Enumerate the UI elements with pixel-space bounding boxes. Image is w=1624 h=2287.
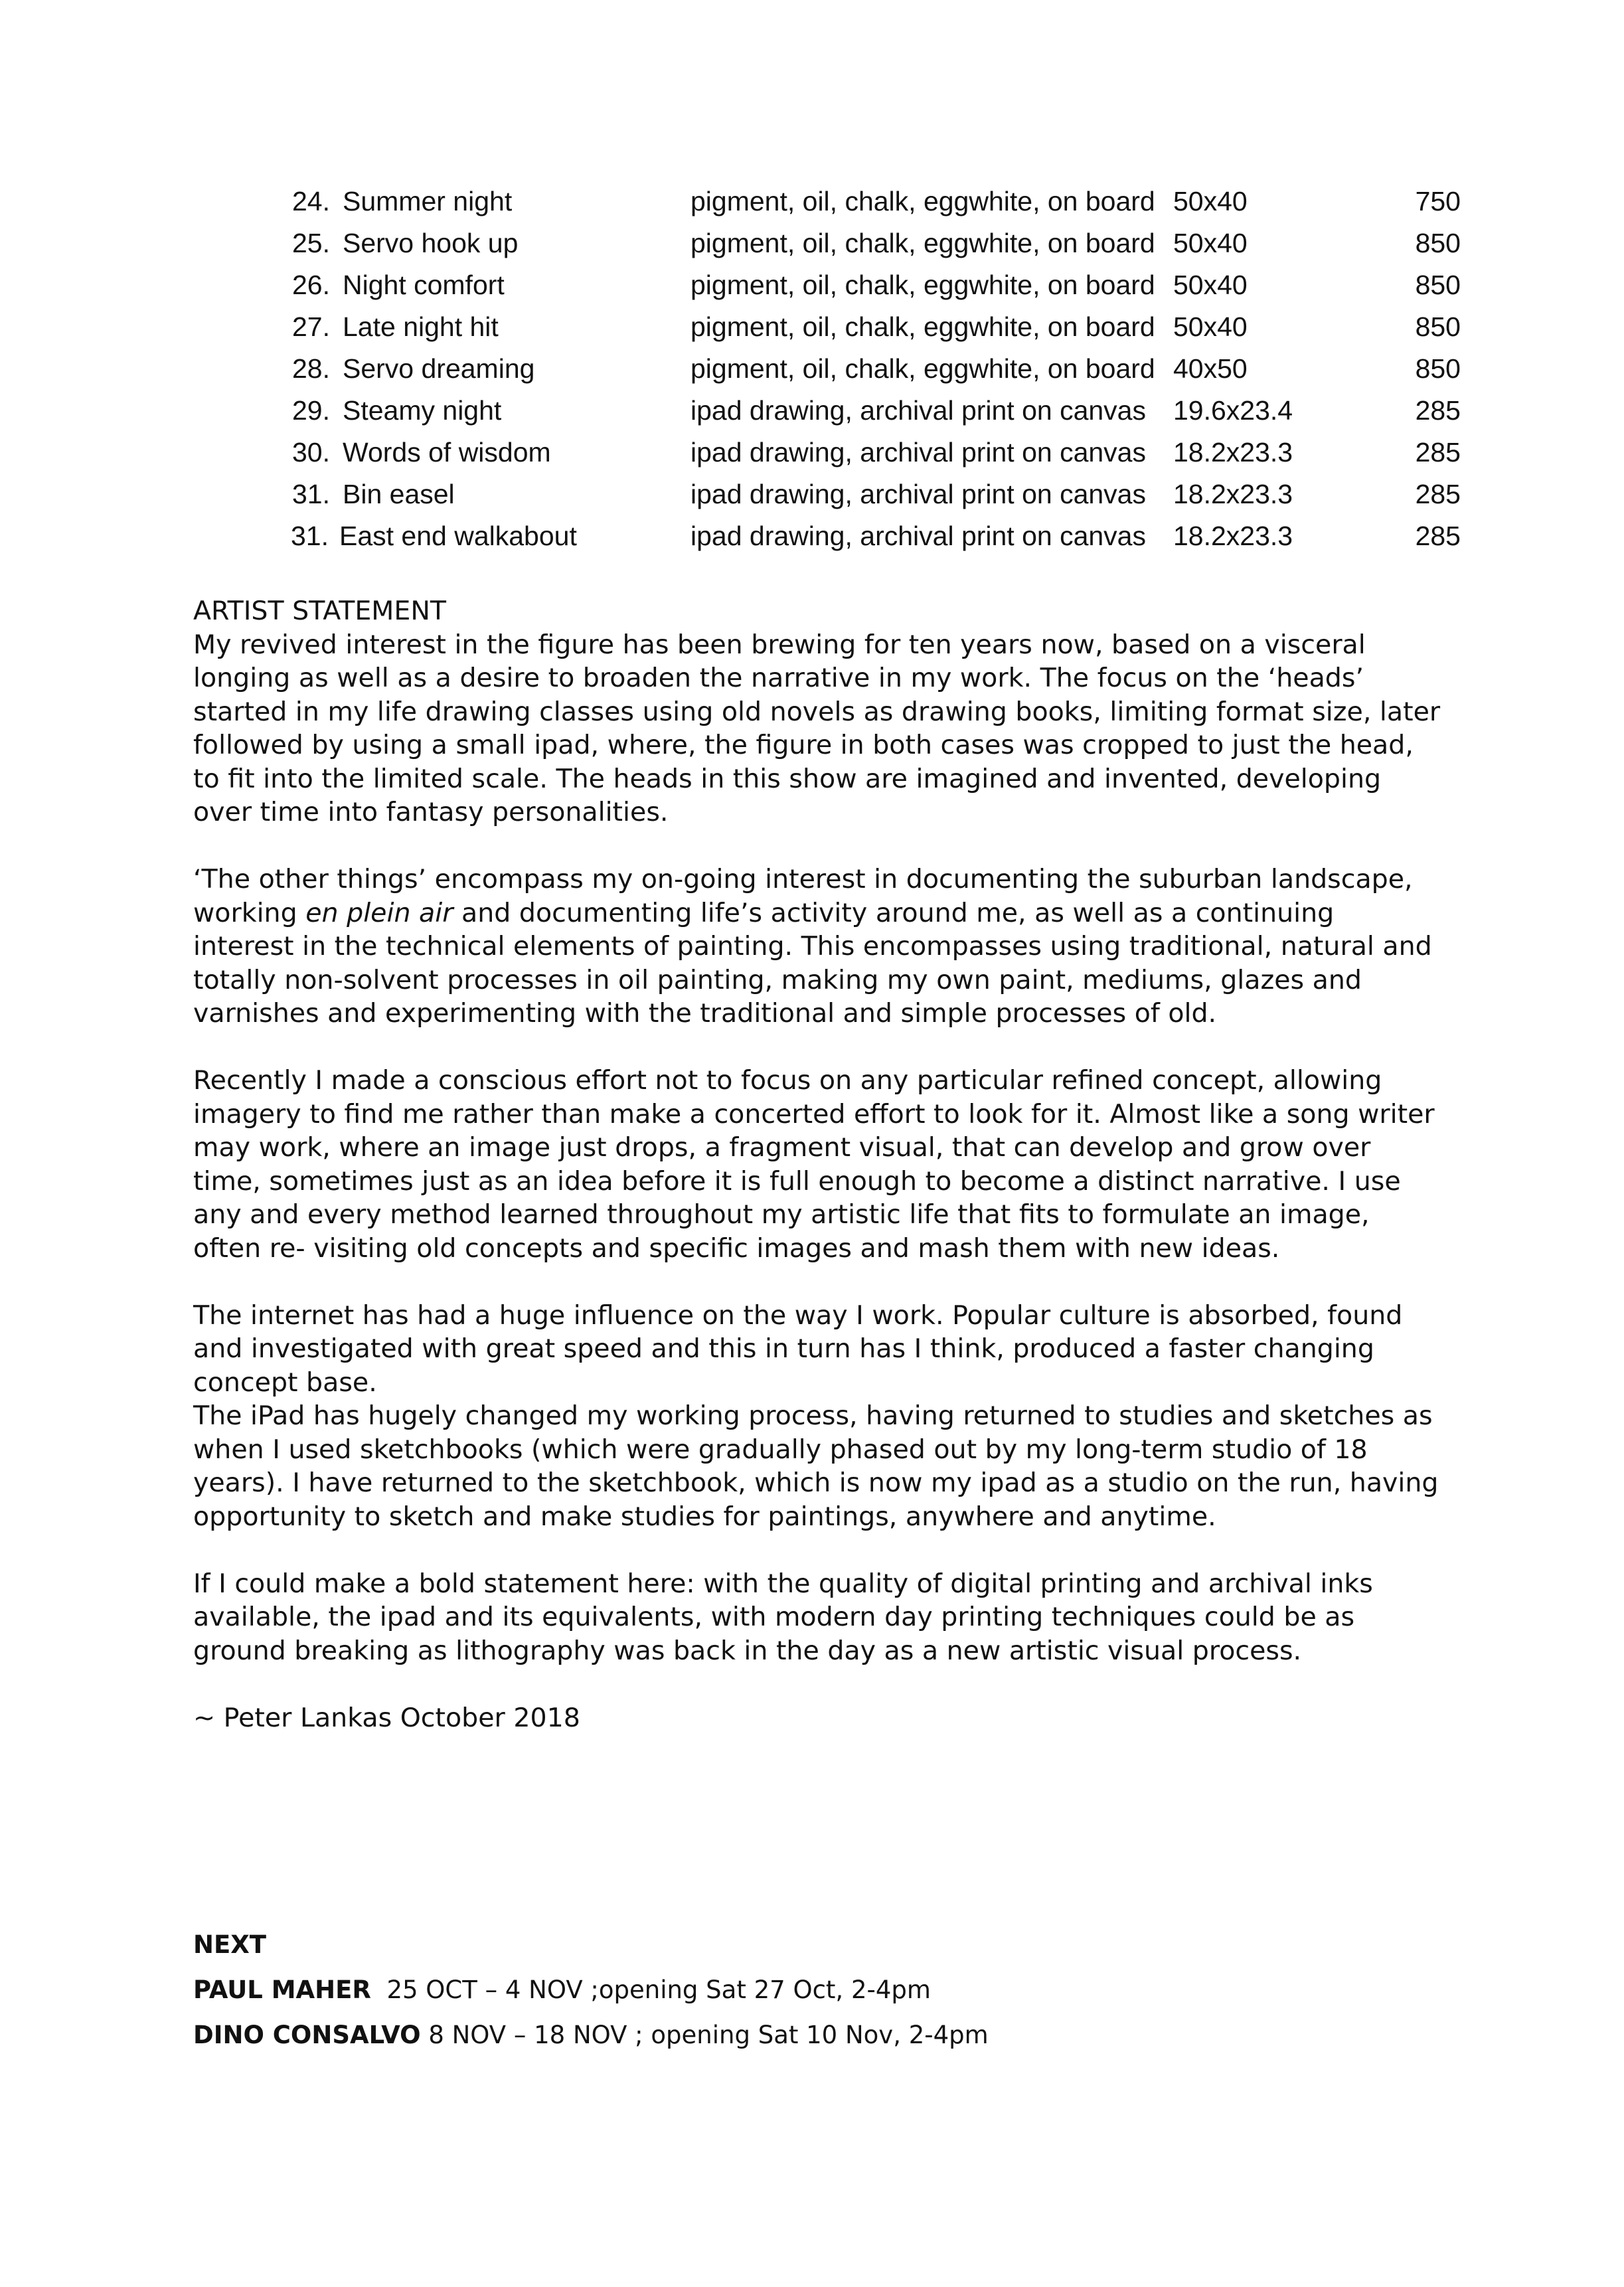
- item-size: 50x40: [1173, 270, 1248, 300]
- item-medium: ipad drawing, archival print on canvas: [690, 437, 1146, 467]
- item-title: Words of wisdom: [343, 437, 551, 467]
- statement-paragraph: The internet has had a huge influence on the way I work. Popular culture is absorbed, found and investigated with great speed and this in turn has I think, produced a faster changing concept base.: [193, 1300, 1403, 1398]
- catalogue-row: [292, 348, 1461, 390]
- statement-paragraph: [193, 863, 1441, 1031]
- item-number: 31.: [292, 479, 330, 509]
- statement-text: ‘The other things’ encompass my on-going interest in documenting the suburban landscape, working: [193, 864, 1413, 928]
- item-medium: pigment, oil, chalk, eggwhite, on board: [690, 270, 1155, 300]
- statement-text: and documenting life’s activity around me, as well as a continuing interest in the technical elements of painting. This encompasses using traditional, natural and totally non-solvent processes in oil painting, making my own paint, mediums, glazes and varnishes and experimenting with the traditional and simple processes of old.: [193, 897, 1432, 1029]
- statement-paragraph: Recently I made a conscious effort not to focus on any particular refined concept, allowing imagery to find me rather than make a concerted effort to look for it. Almost like a song writer may work, where an image just drops, a fragment visual, that can develop and grow over time, sometimes just as an idea before it is full enough to become a distinct narrative. I use any and every method learned throughout my artistic life that fits to formulate an image, often re- visiting old concepts and specific images and mash them with new ideas.: [193, 1065, 1435, 1264]
- item-number: 29.: [292, 395, 330, 426]
- item-number: 27.: [292, 311, 330, 342]
- statement-heading: ARTIST STATEMENT: [193, 596, 447, 626]
- next-details: 8 NOV – 18 NOV ; opening Sat 10 Nov, 2-4pm: [420, 2021, 989, 2049]
- item-size: 50x40: [1173, 311, 1248, 342]
- item-number: 31.: [291, 521, 329, 551]
- next-details: 25 OCT – 4 NOV ;opening Sat 27 Oct, 2-4pm: [370, 1976, 931, 2004]
- item-price: 285: [1415, 521, 1461, 551]
- next-artist: PAUL MAHER: [193, 1976, 371, 2004]
- item-price: 850: [1415, 270, 1461, 300]
- item-price: 850: [1415, 353, 1461, 384]
- item-size: 19.6x23.4: [1173, 395, 1293, 426]
- item-title: Servo dreaming: [343, 353, 535, 384]
- item-price: 285: [1415, 479, 1461, 509]
- statement-paragraph: My revived interest in the figure has been brewing for ten years now, based on a visceral longing as well as a desire to broaden the narrative in my work. The focus on the ‘heads’ started in my life drawing classes using old novels as drawing books, limiting format size, later followed by using a small ipad, where, the figure in both cases was cropped to just the head, to fit into the limited scale. The heads in this show are imagined and invented, developing over time into fantasy personalities.: [193, 629, 1441, 827]
- item-price: 850: [1415, 228, 1461, 258]
- artist-statement: [193, 594, 1441, 1735]
- catalogue-row: [292, 390, 1461, 432]
- item-title: Servo hook up: [343, 228, 519, 258]
- item-number: 26.: [292, 270, 330, 300]
- item-size: 18.2x23.3: [1173, 479, 1293, 509]
- item-medium: ipad drawing, archival print on canvas: [690, 479, 1146, 509]
- item-size: 18.2x23.3: [1173, 521, 1293, 551]
- statement-paragraph: The iPad has hugely changed my working process, having returned to studies and sketches as when I used sketchbooks (which were gradually phased out by my long-term studio of 18 years). I have returned to the sketchbook, which is now my ipad as a studio on the run, having opportunity to sketch and make studies for paintings, anywhere and anytime.: [193, 1400, 1439, 1532]
- item-number: 25.: [292, 228, 330, 258]
- item-title: East end walkabout: [339, 521, 577, 551]
- item-size: 50x40: [1173, 186, 1248, 216]
- item-title: Night comfort: [343, 270, 505, 300]
- item-medium: pigment, oil, chalk, eggwhite, on board: [690, 186, 1155, 216]
- item-size: 18.2x23.3: [1173, 437, 1293, 467]
- item-number: 24.: [292, 186, 330, 216]
- statement-paragraph: If I could make a bold statement here: with the quality of digital printing and archival inks available, the ipad and its equivalents, with modern day printing techniques could be as ground breaking as lithography was back in the day as a new artistic visual process.: [193, 1568, 1373, 1666]
- item-medium: ipad drawing, archival print on canvas: [690, 395, 1146, 426]
- next-heading: NEXT: [193, 1930, 267, 1959]
- catalogue-row: [292, 306, 1461, 348]
- next-exhibitions: [193, 1922, 1441, 2058]
- item-title: Bin easel: [343, 479, 455, 509]
- item-price: 850: [1415, 311, 1461, 342]
- next-exhibition-item: [193, 2013, 1441, 2058]
- item-title: Summer night: [343, 186, 513, 216]
- item-size: 40x50: [1173, 353, 1248, 384]
- next-artist: DINO CONSALVO: [193, 2021, 421, 2049]
- item-title: Steamy night: [343, 395, 502, 426]
- catalogue-row: [292, 515, 1461, 557]
- item-number: 30.: [292, 437, 330, 467]
- catalogue-row: [292, 181, 1461, 222]
- item-medium: pigment, oil, chalk, eggwhite, on board: [690, 353, 1155, 384]
- item-medium: ipad drawing, archival print on canvas: [690, 521, 1146, 551]
- item-price: 285: [1415, 437, 1461, 467]
- item-number: 28.: [292, 353, 330, 384]
- catalogue-list: [292, 181, 1461, 557]
- statement-signature: ~ Peter Lankas October 2018: [193, 1702, 580, 1733]
- item-medium: pigment, oil, chalk, eggwhite, on board: [690, 228, 1155, 258]
- item-title: Late night hit: [343, 311, 499, 342]
- statement-italic-text: en plein air: [305, 897, 453, 928]
- item-size: 50x40: [1173, 228, 1248, 258]
- item-price: 750: [1415, 186, 1461, 216]
- item-price: 285: [1415, 395, 1461, 426]
- item-medium: pigment, oil, chalk, eggwhite, on board: [690, 311, 1155, 342]
- catalogue-row: [292, 432, 1461, 473]
- next-exhibition-item: [193, 1968, 1441, 2013]
- catalogue-row: [292, 473, 1461, 515]
- catalogue-row: [292, 264, 1461, 306]
- catalogue-row: [292, 222, 1461, 264]
